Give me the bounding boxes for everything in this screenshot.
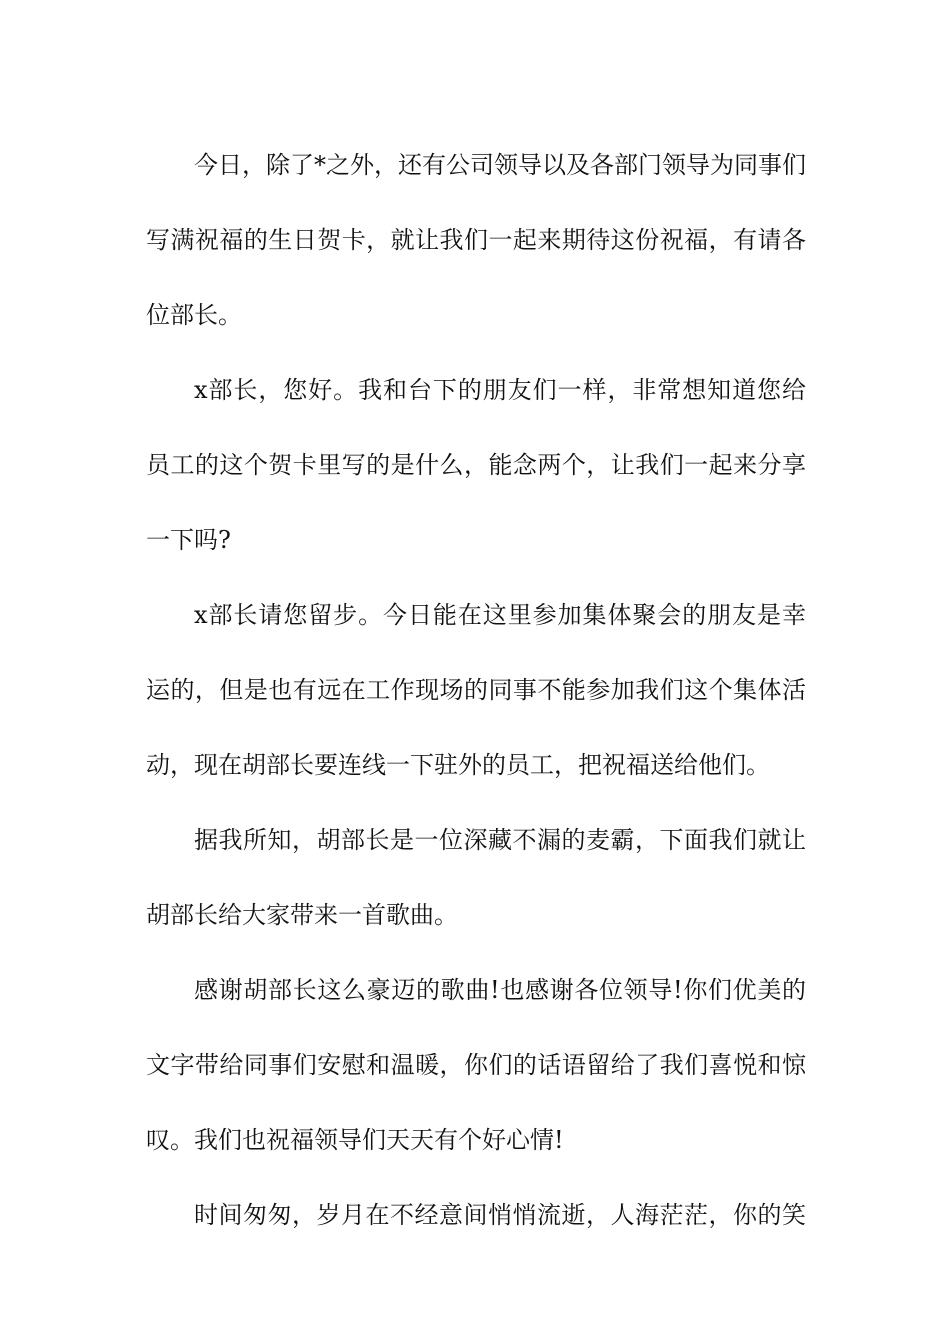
document-body [146,128,806,1253]
text-line: x部长请您留步。今日能在这里参加集体聚会的朋友是幸 [194,601,806,629]
text-line: 时间匆匆，岁月在不经意间悄悄流逝，人海茫茫，你的笑 [194,1201,806,1229]
text-line: 感谢胡部长这么豪迈的歌曲!也感谢各位领导!你们优美的 [194,976,806,1004]
text-line: 文字带给同事们安慰和温暖，你们的话语留给了我们喜悦和惊 [146,1051,806,1079]
text-line: 运的，但是也有远在工作现场的同事不能参加我们这个集体活 [146,676,806,704]
paragraph [146,1178,806,1253]
paragraph [146,953,806,1178]
paragraph [146,128,806,353]
text-line: 叹。我们也祝福领导们天天有个好心情! [146,1126,564,1154]
text-line: 今日，除了*之外，还有公司领导以及各部门领导为同事们 [194,151,806,179]
text-line: 胡部长给大家带来一首歌曲。 [146,901,458,929]
text-line: 一下吗? [146,526,231,554]
paragraph [146,578,806,803]
text-line: 员工的这个贺卡里写的是什么，能念两个，让我们一起来分享 [146,451,806,479]
text-line: 写满祝福的生日贺卡，就让我们一起来期待这份祝福，有请各 [146,226,806,254]
text-line: x部长，您好。我和台下的朋友们一样，非常想知道您给 [194,376,806,404]
text-line: 动，现在胡部长要连线一下驻外的员工，把祝福送给他们。 [146,751,770,779]
paragraph [146,803,806,953]
paragraph [146,353,806,578]
text-line: 位部长。 [146,301,242,329]
text-line: 据我所知，胡部长是一位深藏不漏的麦霸，下面我们就让 [194,826,806,854]
